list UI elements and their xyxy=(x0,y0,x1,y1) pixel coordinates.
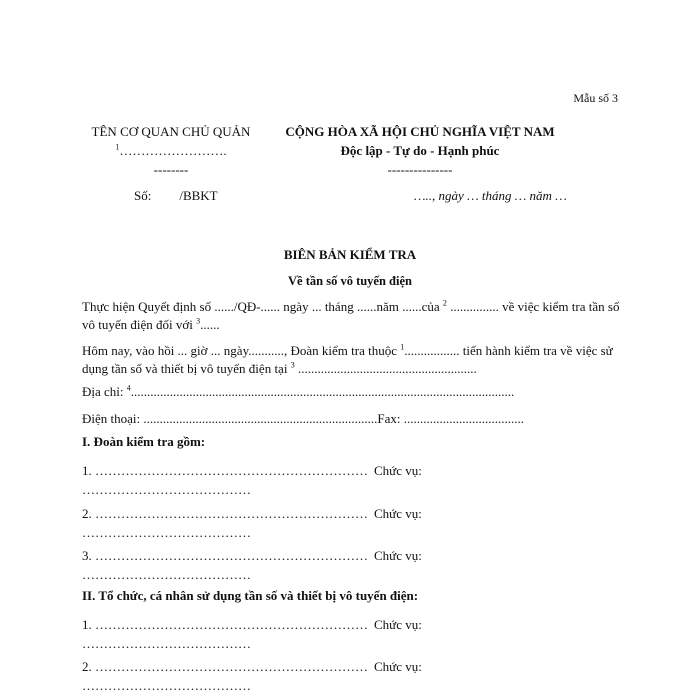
member-name-blank: 2. ……………………………………………………… xyxy=(82,506,368,521)
member-name-blank: 1. ……………………………………………………… xyxy=(82,463,368,478)
footnote-marker: 1 xyxy=(115,142,120,152)
member-name-blank: 3. ……………………………………………………… xyxy=(82,548,368,563)
section-organization-heading: II. Tổ chức, cá nhân sử dụng tần số và thiết bị vô tuyến điện: xyxy=(82,588,419,603)
member-position-label: Chức vụ: xyxy=(374,617,422,632)
number-suffix: /BBKT xyxy=(179,188,218,203)
p2-text-b: ................. tiến hành kiểm tra về việc sử dụng tần số và thiết bị vô tuyến điện tại xyxy=(82,343,613,376)
member-position-label: Chức vụ: xyxy=(374,659,422,674)
phone-fax-line: Điện thoại: ........................................................................Fax: ..................................... xyxy=(82,411,524,426)
org-member-1 xyxy=(82,615,422,653)
footnote-marker: 3 xyxy=(196,316,201,326)
member-position-blank: ………………………………… xyxy=(82,482,251,497)
member-name-blank: 2. ……………………………………………………… xyxy=(82,659,368,674)
footnote-marker: 3 xyxy=(290,360,295,370)
team-member-1 xyxy=(82,461,422,499)
section-inspection-team-heading: I. Đoàn kiểm tra gồm: xyxy=(82,434,206,449)
p2-text-a: Hôm nay, vào hồi ... giờ ... ngày..........., Đoàn kiểm tra thuộc xyxy=(82,343,401,358)
member-name-blank: 1. ……………………………………………………… xyxy=(82,617,368,632)
paragraph-inspection xyxy=(82,342,622,378)
address-blank: ...................................................................................................................... xyxy=(130,384,515,399)
nation-title: CỘNG HÒA XÃ HỘI CHỦ NGHĨA VIỆT NAM xyxy=(285,124,555,139)
paragraph-decision xyxy=(82,298,622,334)
agency-block xyxy=(80,122,262,179)
agency-blank: ……………………. xyxy=(119,143,227,158)
member-position-label: Chức vụ: xyxy=(374,548,422,563)
org-member-2 xyxy=(82,657,422,695)
agency-blank-line xyxy=(80,141,262,160)
p1-text-c: ...... xyxy=(200,317,220,332)
footnote-marker: 4 xyxy=(126,383,131,393)
number-label: Số: xyxy=(134,188,152,203)
member-position-label: Chức vụ: xyxy=(374,506,422,521)
document-subtitle: Về tần số vô tuyến điện xyxy=(288,274,412,288)
member-position-blank: ………………………………… xyxy=(82,678,251,693)
team-member-3 xyxy=(82,546,422,584)
address-label: Địa chỉ: xyxy=(82,384,127,399)
address-line xyxy=(82,384,514,400)
motto-separator: --------------- xyxy=(387,162,453,177)
p1-text-b: ............... về việc kiểm tra tần số vô tuyến điện đối với xyxy=(82,299,620,332)
form-code: Mẫu số 3 xyxy=(573,91,618,105)
team-member-2 xyxy=(82,504,422,542)
document-number xyxy=(134,188,218,204)
member-position-blank: ………………………………… xyxy=(82,525,251,540)
p1-text-a: Thực hiện Quyết định số ....../QĐ-...... ngày ... tháng ......năm ......của xyxy=(82,299,443,314)
date-line: ….., ngày … tháng … năm … xyxy=(414,188,567,203)
member-position-blank: ………………………………… xyxy=(82,567,251,582)
agency-name: TÊN CƠ QUAN CHỦ QUẢN xyxy=(91,124,251,139)
member-position-blank: ………………………………… xyxy=(82,636,251,651)
footnote-marker: 2 xyxy=(442,298,447,308)
agency-separator: -------- xyxy=(153,162,189,177)
national-header xyxy=(270,122,570,179)
footnote-marker: 1 xyxy=(400,342,405,352)
member-position-label: Chức vụ: xyxy=(374,463,422,478)
document-title: BIÊN BẢN KIỂM TRA xyxy=(283,247,417,262)
p2-text-c: ....................................................... xyxy=(294,361,477,376)
motto: Độc lập - Tự do - Hạnh phúc xyxy=(340,143,500,158)
